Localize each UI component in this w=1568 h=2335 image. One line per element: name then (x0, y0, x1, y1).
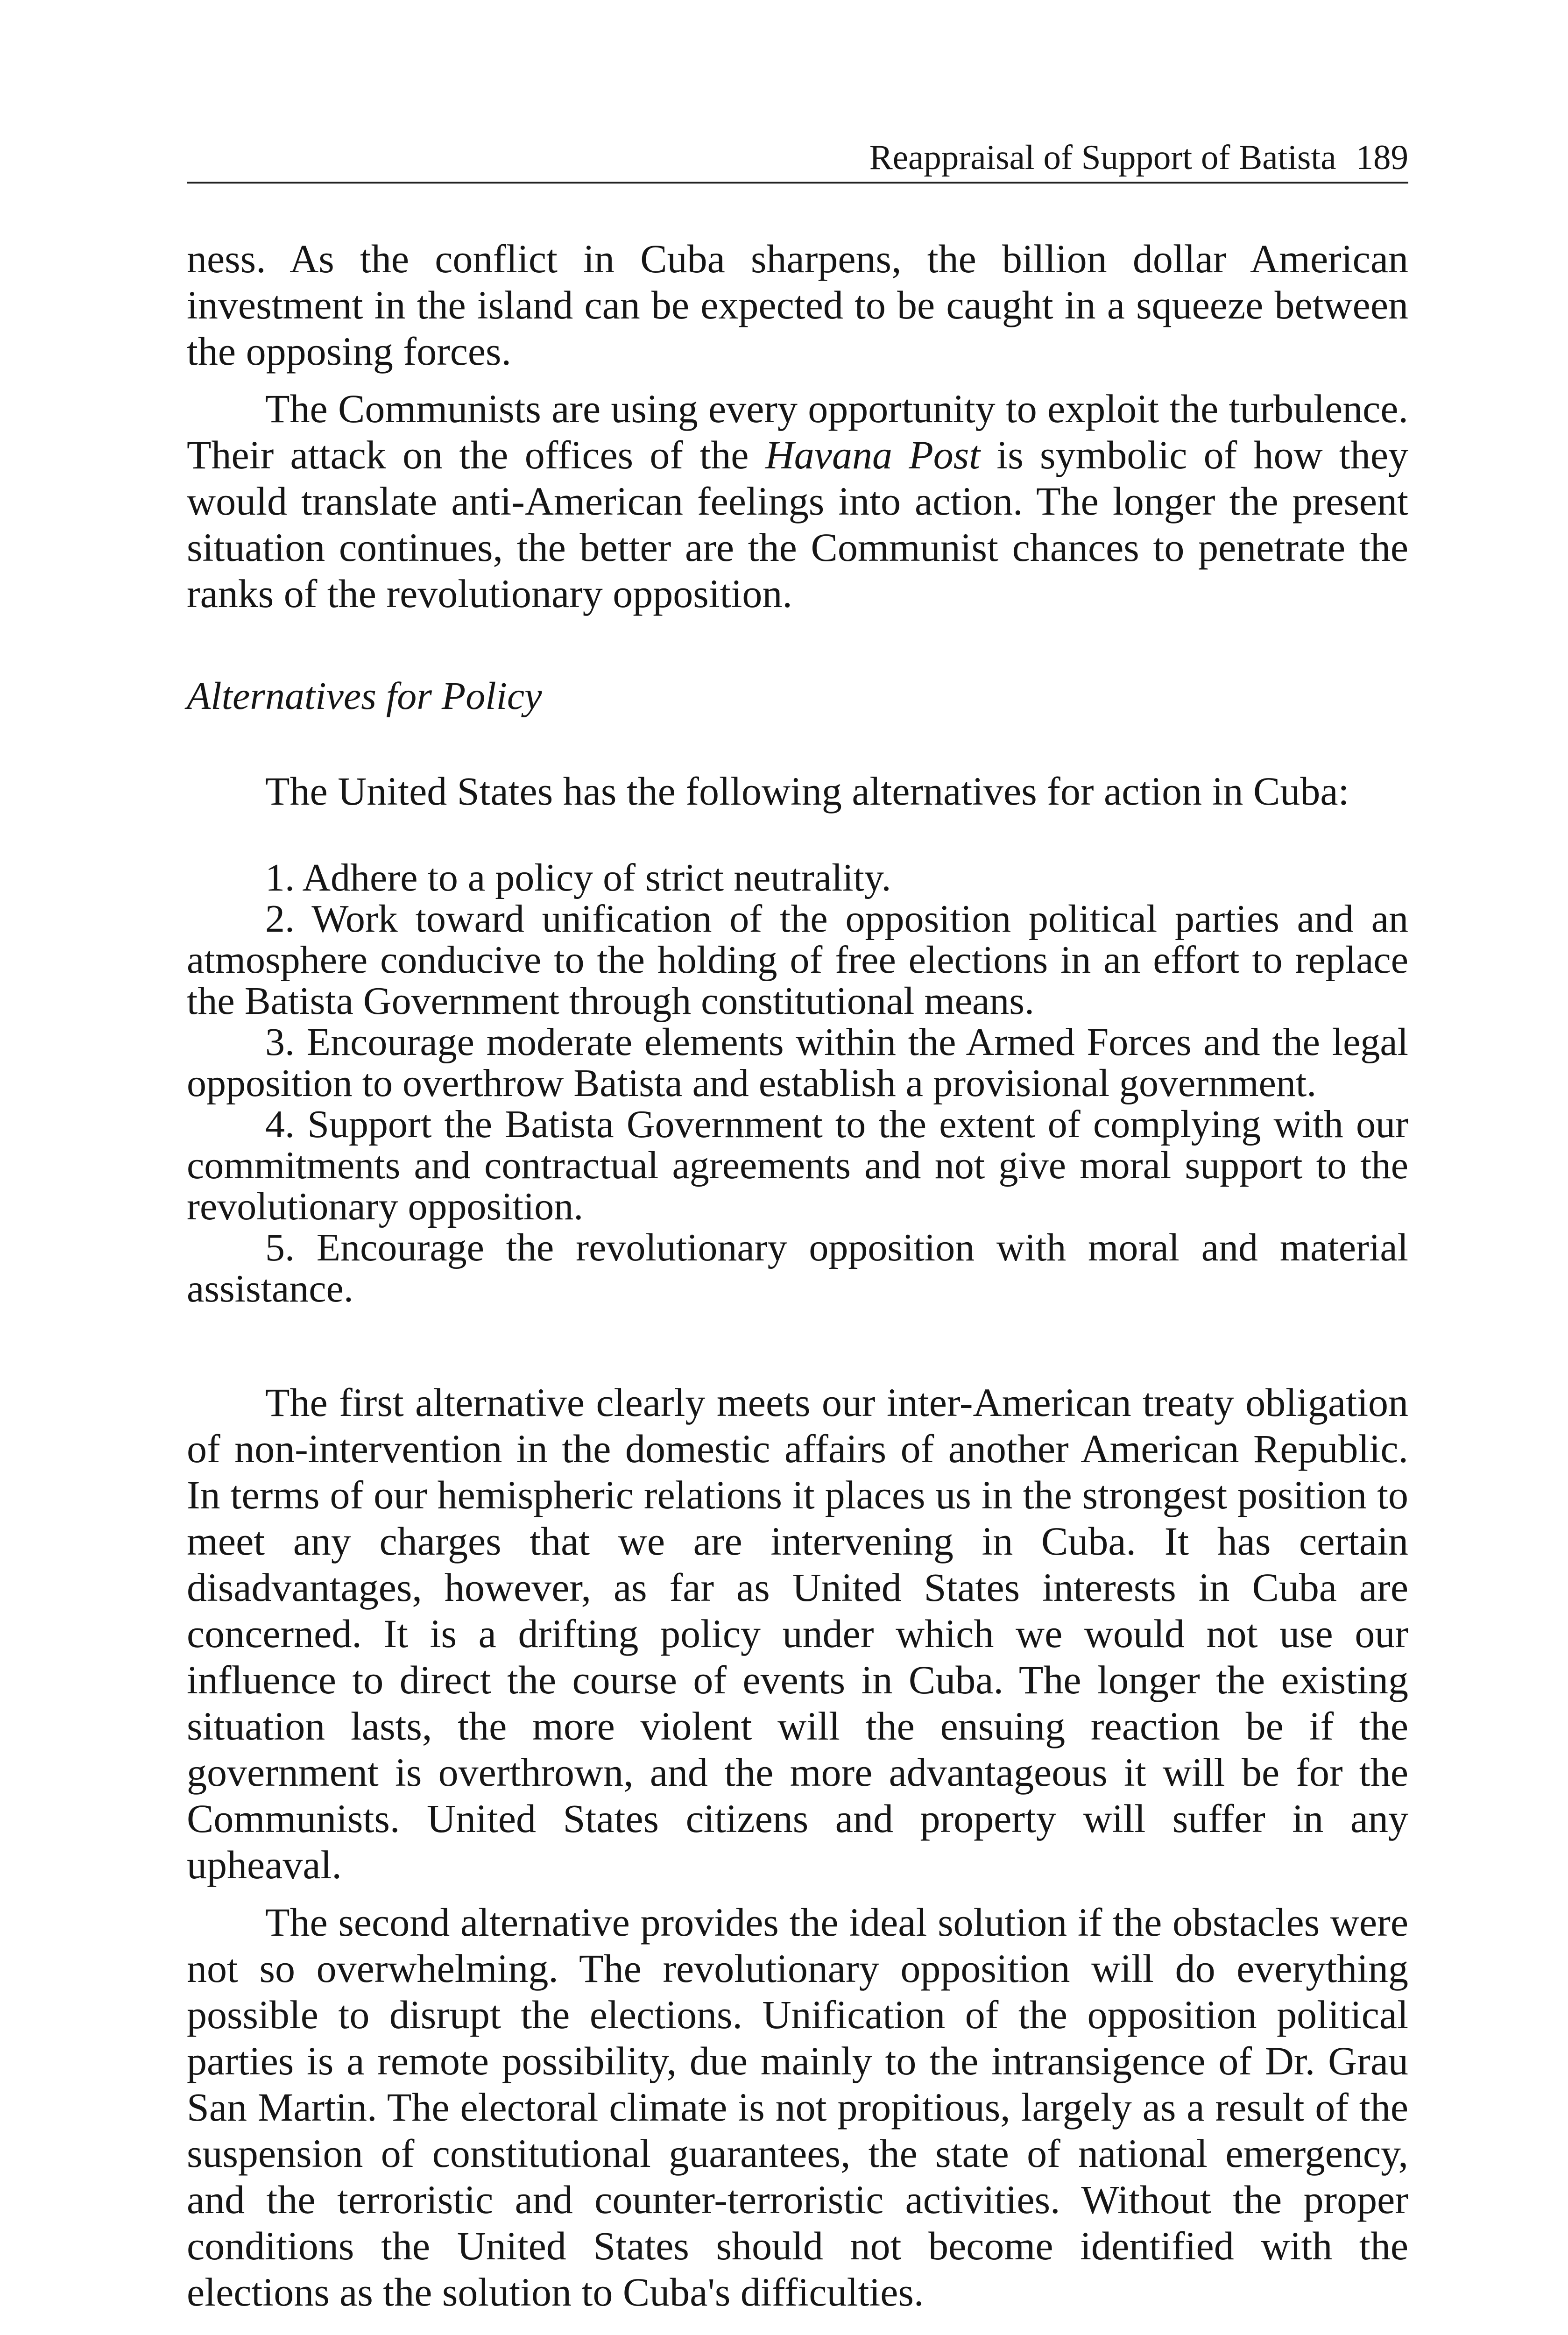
paragraph-second-alternative: The second alternative provides the ideal solution if the obstacles were not so overwhelming. The revolutionary opposition will do everything possible to disrupt the elections. Unification of the opposition political parties is a remote possibility, due mainly to the intransigence of Dr. Grau San Martin. The electoral climate is not propitious, largely as a result of the suspension of constitutional guarantees, the state of national emergency, and the terroristic and counter-terroristic activities. Without the proper conditions the United States should not become identified with the elections as the solution to Cuba's difficulties. (187, 1900, 1408, 2314)
running-head (187, 140, 1408, 184)
book-page (187, 140, 1408, 2315)
section-heading: Alternatives for Policy (187, 674, 542, 718)
list-item: 3. Encourage moderate elements within the Armed Forces and the legal opposition to overthrow Batista and establish a provisional government. (187, 1020, 1408, 1105)
list-item: 2. Work toward unification of the opposition political parties and an atmosphere conducive to the holding of free elections in an effort to replace the Batista Government through constitutional means. (187, 897, 1408, 1023)
page-body (187, 236, 1408, 2315)
paragraph-text: is symbolic of how they would translate anti-American feelings into action. The longer the present situation continues, the better are the Communist chances to penetrate the ranks of the revolutionary opposition. (187, 432, 1408, 616)
paragraph-text: The Communists are using every opportunity to exploit the turbulence. Their attack on the offices of the (187, 386, 1408, 477)
paragraph-continuation: ness. As the conflict in Cuba sharpens, the billion dollar American investment in the island can be expected to be caught in a squeeze between the opposing forces. (187, 236, 1408, 374)
paragraph-alternatives-intro: The United States has the following alternatives for action in Cuba: (265, 769, 1349, 814)
paragraph-communists (187, 386, 1408, 617)
newspaper-title: Havana Post (765, 432, 981, 477)
page-number: 189 (1356, 138, 1408, 177)
running-head-title: Reappraisal of Support of Batista (869, 138, 1336, 177)
list-item: 5. Encourage the revolutionary opposition with moral and material assistance. (187, 1226, 1408, 1310)
alternatives-list (187, 857, 1408, 1309)
paragraph-first-alternative: The first alternative clearly meets our inter-American treaty obligation of non-intervention in the domestic affairs of another American Republic. In terms of our hemispheric relations it places us in the strongest position to meet any charges that we are intervening in Cuba. It has certain disadvantages, however, as far as United States interests in Cuba are concerned. It is a drifting policy under which we would not use our influence to direct the course of events in Cuba. The longer the existing situation lasts, the more violent will the ensuing reaction be if the government is overthrown, and the more advantageous it will be for the Communists. United States citizens and property will suffer in any upheaval. (187, 1380, 1408, 1887)
list-item: 4. Support the Batista Government to the extent of complying with our commitments and contractual agreements and not give moral support to the revolutionary opposition. (187, 1103, 1408, 1228)
list-item: 1. Adhere to a policy of strict neutrality. (265, 856, 891, 899)
